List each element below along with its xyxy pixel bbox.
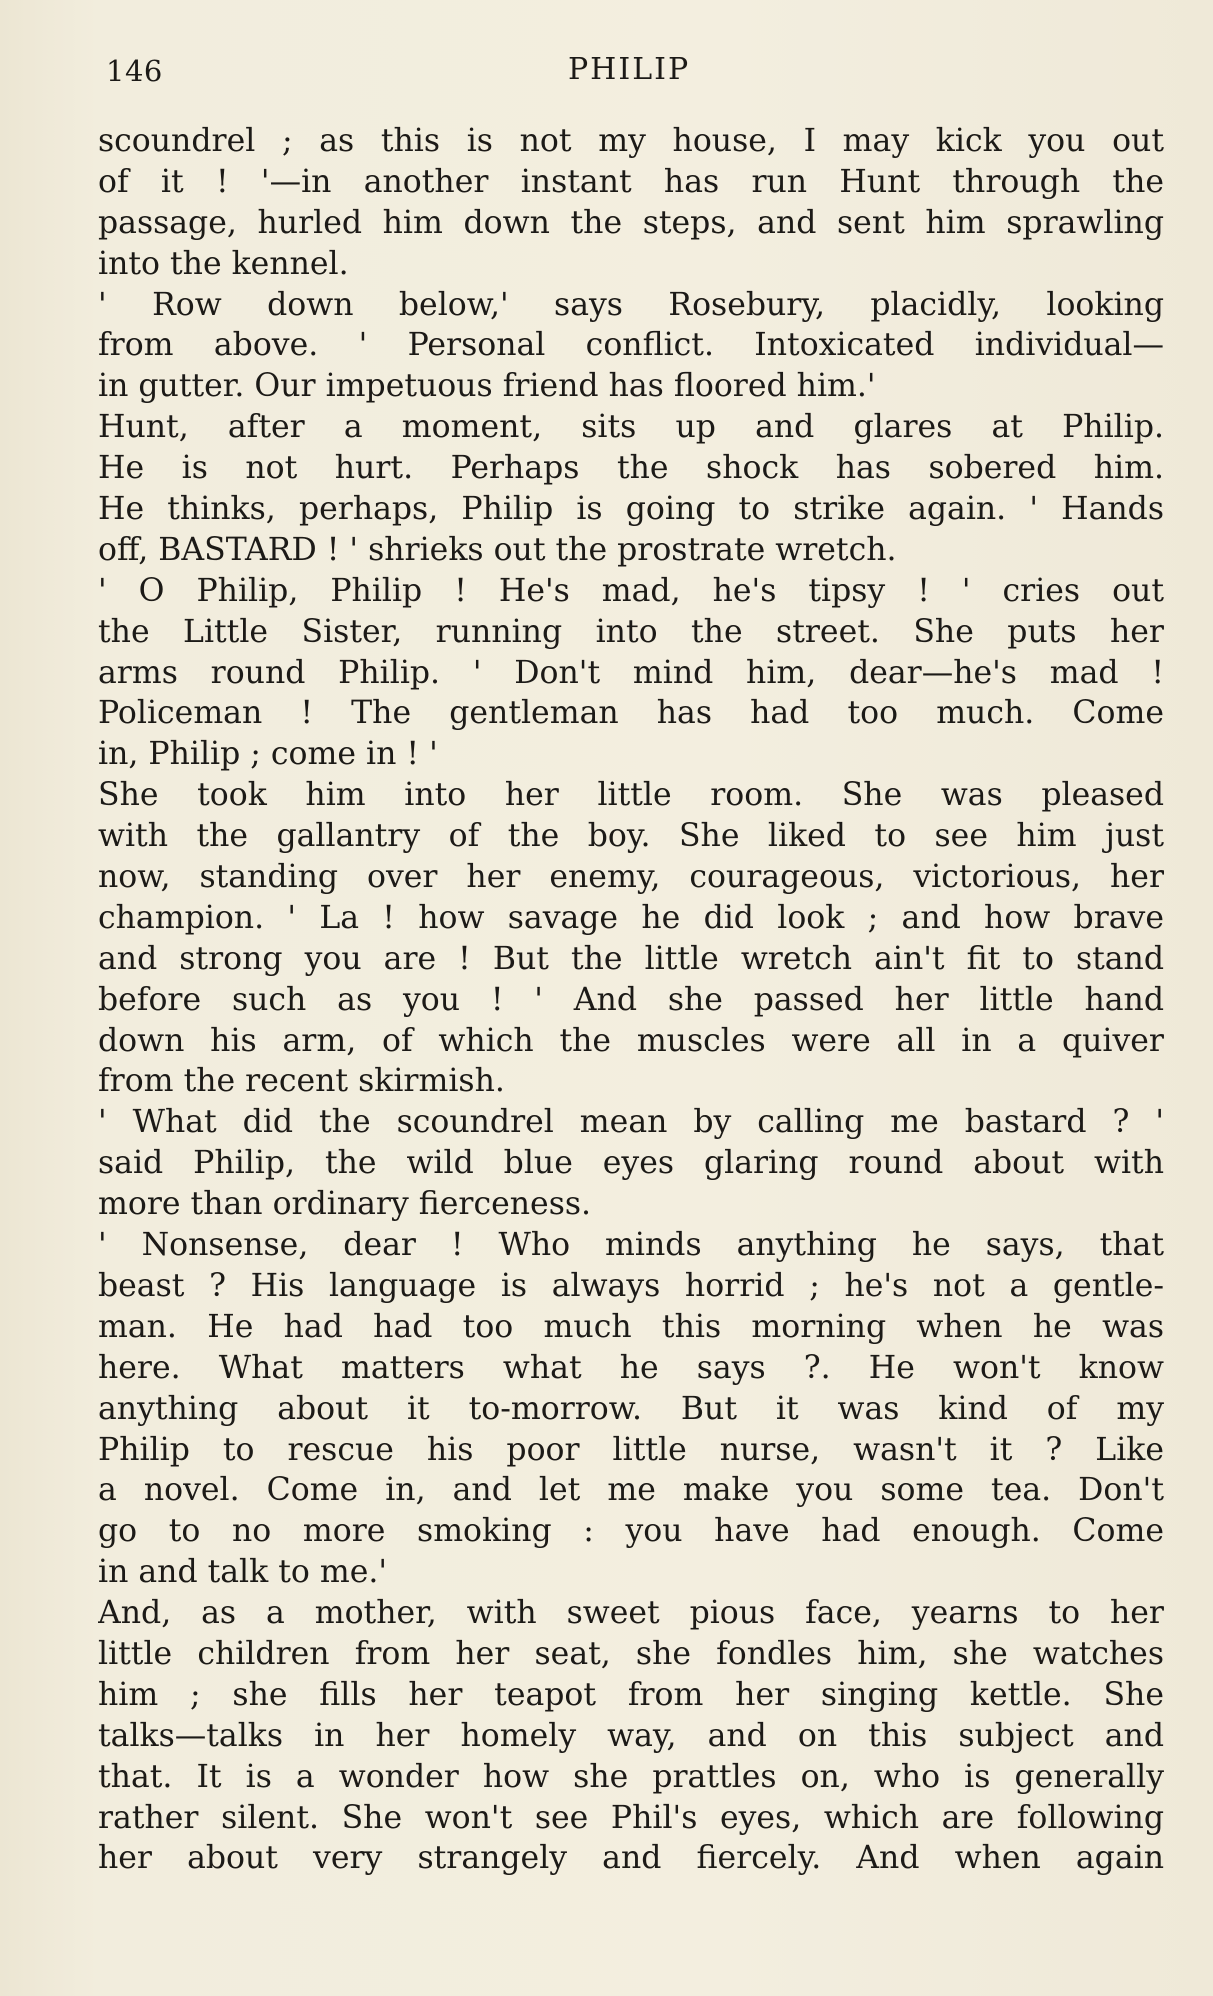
text-line: He thinks, perhaps, Philip is going to strike again. ' Hands	[98, 491, 1164, 528]
text-line: a novel. Come in, and let me make you some tea. Don't	[98, 1472, 1164, 1509]
text-line: here. What matters what he says ?. He won't know	[98, 1349, 1164, 1386]
text-line: now, standing over her enemy, courageous, victorious, her	[98, 859, 1164, 896]
text-line: beast ? His language is always horrid ; he's not a gentle-	[98, 1267, 1164, 1304]
text-line: Philip to rescue his poor little nurse, wasn't it ? Like	[98, 1431, 1164, 1468]
text-line: into the kennel.	[98, 245, 349, 282]
text-line: She took him into her little room. She was pleased	[98, 777, 1164, 814]
text-line: arms round Philip. ' Don't mind him, dear—he's mad !	[98, 654, 1164, 691]
page-header	[98, 50, 1168, 100]
text-line: the Little Sister, running into the street. She puts her	[98, 613, 1164, 650]
text-line: rather silent. She won't see Phil's eyes, which are following	[98, 1799, 1164, 1836]
text-line: passage, hurled him down the steps, and sent him sprawling	[98, 204, 1164, 241]
text-line: him ; she fills her teapot from her singing kettle. She	[98, 1676, 1164, 1713]
text-line: And, as a mother, with sweet pious face, yearns to her	[98, 1595, 1164, 1632]
running-title: PHILIP	[568, 52, 691, 87]
text-line: in, Philip ; come in ! '	[98, 736, 438, 773]
text-line: in gutter. Our impetuous friend has floored him.'	[98, 368, 876, 405]
body-text	[98, 121, 1164, 1879]
text-line: said Philip, the wild blue eyes glaring round about with	[98, 1145, 1164, 1182]
text-line: from above. ' Personal conflict. Intoxicated individual—	[98, 327, 1164, 364]
text-line: man. He had had too much this morning when he was	[98, 1308, 1164, 1345]
text-line: little children from her seat, she fondles him, she watches	[98, 1635, 1164, 1672]
text-line: scoundrel ; as this is not my house, I may kick you out	[98, 123, 1164, 159]
text-line: ' Row down below,' says Rosebury, placidly, looking	[98, 286, 1164, 323]
text-line: Hunt, after a moment, sits up and glares at Philip.	[98, 409, 1164, 446]
text-line: ' O Philip, Philip ! He's mad, he's tipsy ! ' cries out	[98, 572, 1164, 609]
text-line: in and talk to me.'	[98, 1554, 388, 1591]
text-line: ' Nonsense, dear ! Who minds anything he says, that	[98, 1227, 1164, 1264]
page-number: 146	[106, 54, 163, 88]
text-line: before such as you ! ' And she passed her little hand	[98, 981, 1164, 1018]
text-line: from the recent skirmish.	[98, 1063, 505, 1100]
text-line: of it ! '—in another instant has run Hunt through the	[98, 163, 1164, 200]
text-line: her about very strangely and fiercely. And when again	[98, 1840, 1164, 1877]
text-line: champion. ' La ! how savage he did look ; and how brave	[98, 899, 1164, 936]
text-line: go to no more smoking : you have had enough. Come	[98, 1513, 1164, 1550]
text-line: with the gallantry of the boy. She liked to see him just	[98, 818, 1164, 855]
text-line: that. It is a wonder how she prattles on, who is generally	[98, 1758, 1164, 1795]
text-line: down his arm, of which the muscles were all in a quiver	[98, 1022, 1164, 1059]
text-line: off, BASTARD ! ' shrieks out the prostrate wretch.	[98, 531, 897, 568]
text-line: He is not hurt. Perhaps the shock has sobered him.	[98, 450, 1164, 487]
text-line: anything about it to-morrow. But it was kind of my	[98, 1390, 1164, 1427]
text-line: talks—talks in her homely way, and on this subject and	[98, 1717, 1164, 1754]
text-line: Policeman ! The gentleman has had too much. Come	[98, 695, 1164, 732]
text-line: and strong you are ! But the little wretch ain't fit to stand	[98, 940, 1164, 977]
text-line: more than ordinary fierceness.	[98, 1186, 592, 1223]
text-line: ' What did the scoundrel mean by calling me bastard ? '	[98, 1104, 1164, 1141]
